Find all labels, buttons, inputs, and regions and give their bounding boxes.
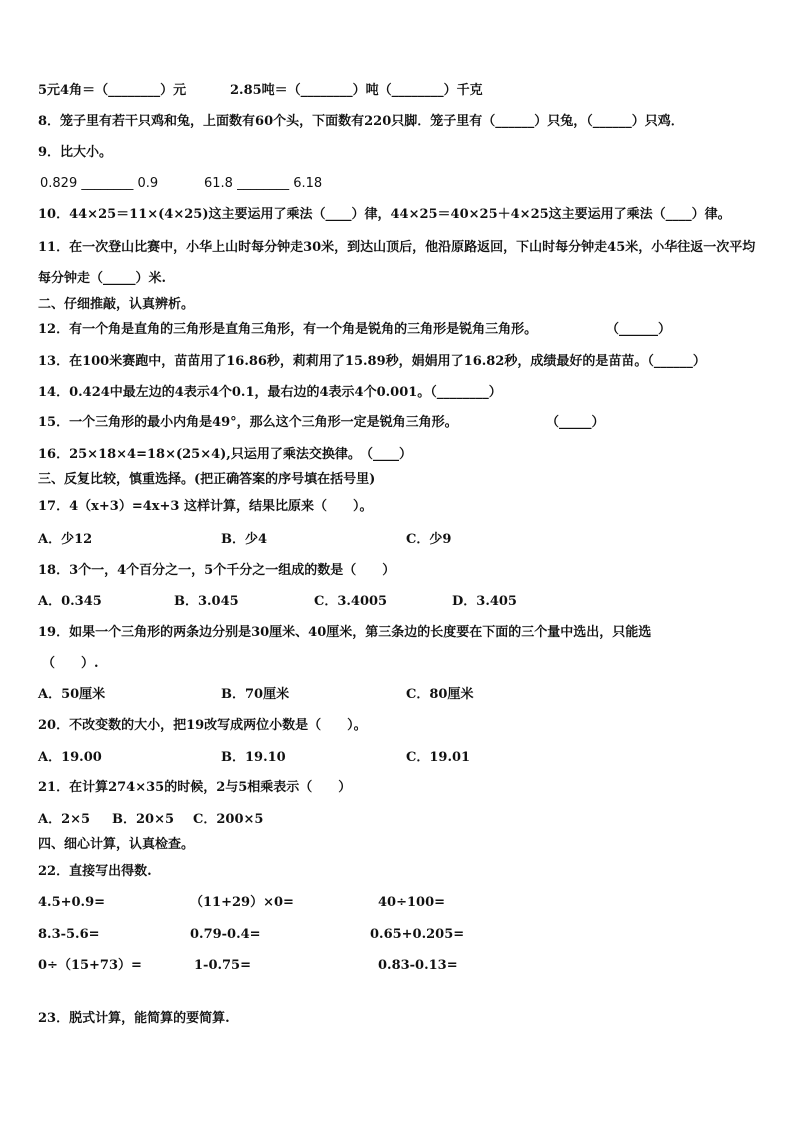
q9-compare-b: 61.8 ________ 6.18 — [204, 176, 323, 191]
section-2-heading: 二、仔细推敲，认真辨析。 — [38, 297, 195, 312]
q19-option-c: C．80厘米 — [406, 687, 474, 702]
question-15 — [38, 414, 764, 432]
question-12 — [38, 321, 764, 339]
question-19-stem: 19．如果一个三角形的两条边分别是30厘米、40厘米，第三条边的长度要在下面的三个量中选出，只能选 — [38, 625, 652, 640]
q7-part1: 5元4角＝（________）元 — [38, 83, 187, 98]
q21-option-c: C．200×5 — [193, 812, 264, 827]
q9-compare-a: 0.829 ________ 0.9 — [40, 176, 159, 191]
question-11: 11．在一次登山比赛中，小华上山时每分钟走30米，到达山顶后，他沿原路返回，下山时每分钟走45米，小华往返一次平均每分钟走（_____）米. — [38, 240, 756, 286]
question-13 — [38, 353, 764, 371]
q12-stem: 12．有一个角是直角的三角形是直角三角形，有一个角是锐角的三角形是锐角三角形。 — [38, 322, 538, 337]
question-10: 10．44×25＝11×(4×25)这主要运用了乘法（____）律，44×25＝40×25＋4×25这主要运用了乘法（____）律。 — [38, 207, 731, 222]
q20-option-a: A．19.00 — [38, 750, 102, 765]
q19-option-b: B．70厘米 — [221, 687, 290, 702]
q22-item: 8.3-5.6= — [38, 927, 100, 942]
q13-answer-blank: （______） — [647, 354, 706, 369]
question-20-stem: 20．不改变数的大小，把19改写成两位小数是（ ）。 — [38, 718, 367, 733]
section-3-heading: 三、反复比较，慎重选择。(把正确答案的序号填在括号里) — [38, 472, 376, 487]
q15-answer-blank: （_____） — [546, 415, 605, 430]
q22-item: 40÷100= — [378, 895, 446, 910]
q18-option-c: C．3.4005 — [314, 594, 388, 609]
q21-option-a: A．2×5 — [38, 812, 91, 827]
q20-option-b: B．19.10 — [221, 750, 286, 765]
q12-answer-blank: （______） — [606, 322, 672, 337]
q17-option-c: C．少9 — [406, 532, 452, 547]
question-18-stem: 18．3个一，4个百分之一，5个千分之一组成的数是（ ） — [38, 563, 396, 578]
q18-option-d: D．3.405 — [452, 594, 517, 609]
q22-item: 0.65+0.205= — [370, 927, 465, 942]
q22-item: 4.5+0.9= — [38, 895, 106, 910]
section-4-heading: 四、细心计算，认真检查。 — [38, 837, 195, 852]
q13-stem: 13．在100米赛跑中，苗苗用了16.86秒，莉莉用了15.89秒，娟娟用了16.82秒，成绩最好的是苗苗。 — [38, 354, 648, 369]
question-14: 14．0.424中最左边的4表示4个0.1，最右边的4表示4个0.001。（________） — [38, 385, 502, 400]
q22-item: 0÷（15+73）= — [38, 958, 142, 973]
q17-option-b: B．少4 — [221, 532, 268, 547]
q22-item: （11+29）×0= — [190, 895, 294, 910]
question-19-cont: （ ）. — [42, 656, 99, 671]
q17-option-a: A．少12 — [38, 532, 93, 547]
q19-option-a: A．50厘米 — [38, 687, 106, 702]
q20-option-c: C．19.01 — [406, 750, 471, 765]
q18-option-b: B．3.045 — [174, 594, 239, 609]
q18-option-a: A．0.345 — [38, 594, 102, 609]
question-22-stem: 22．直接写出得数. — [38, 864, 152, 879]
q22-item: 0.79-0.4= — [190, 927, 261, 942]
question-21-stem: 21．在计算274×35的时候，2与5相乘表示（ ） — [38, 780, 352, 795]
q15-stem: 15．一个三角形的最小内角是49°，那么这个三角形一定是锐角三角形。 — [38, 415, 458, 430]
question-8: 8．笼子里有若干只鸡和兔，上面数有60个头，下面数有220只脚．笼子里有（______）只兔，（______）只鸡． — [38, 114, 684, 129]
q7-part2: 2.85吨＝（________）吨（________）千克 — [230, 83, 483, 98]
q16-stem: 16．25×18×4=18×(25×4),只运用了乘法交换律。 — [38, 447, 361, 462]
question-9-stem: 9．比大小。 — [38, 145, 113, 160]
q22-item: 0.83-0.13= — [378, 958, 458, 973]
question-23: 23．脱式计算，能简算的要简算. — [38, 1011, 230, 1026]
q22-item: 1-0.75= — [194, 958, 251, 973]
q21-option-b: B．20×5 — [112, 812, 175, 827]
question-16 — [38, 446, 764, 464]
q16-answer-blank: （____） — [360, 447, 413, 462]
question-17-stem: 17．4（x+3）=4x+3 这样计算，结果比原来（ ）。 — [38, 499, 373, 514]
